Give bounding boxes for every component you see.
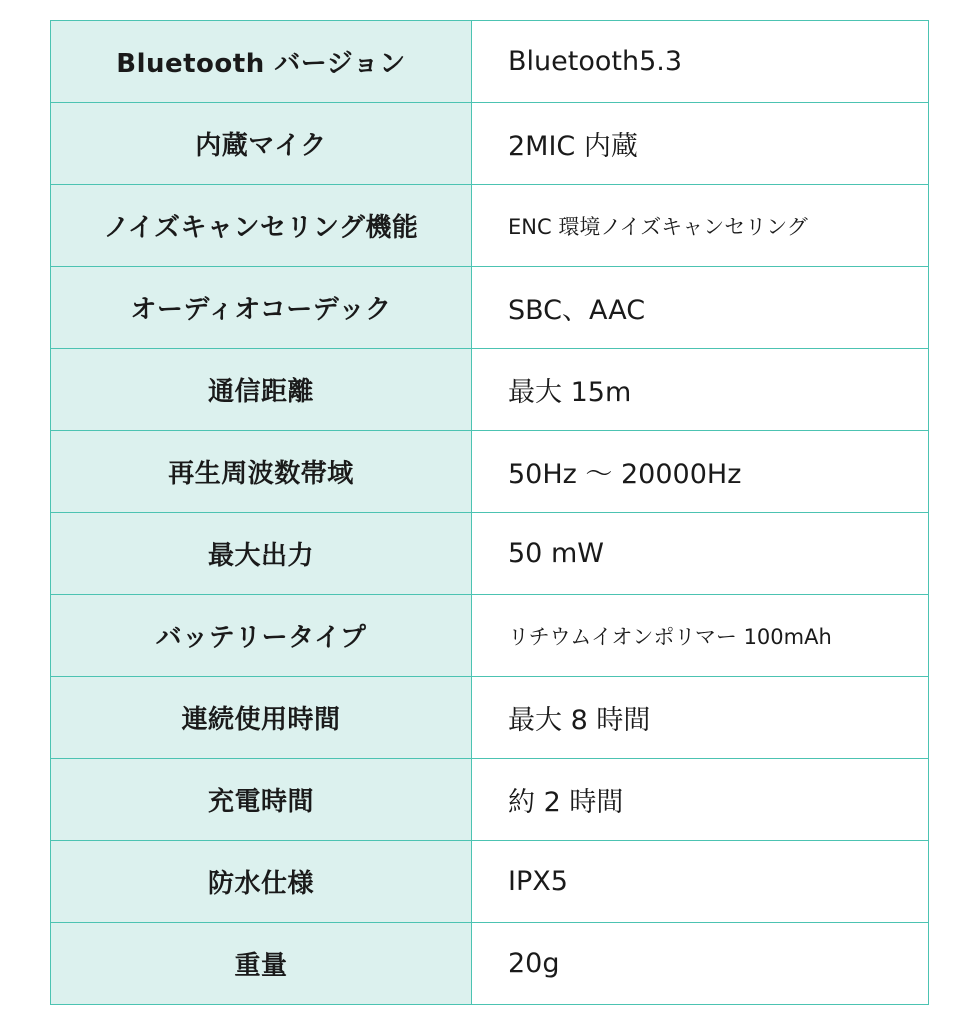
- spec-label-charge-time: 充電時間: [51, 759, 472, 841]
- table-row: [51, 185, 929, 267]
- spec-table: [50, 20, 929, 1005]
- table-row: [51, 677, 929, 759]
- table-row: [51, 595, 929, 677]
- spec-value-audio-codec: SBC、AAC: [472, 267, 929, 349]
- spec-value-noise-cancelling: ENC 環境ノイズキャンセリング: [472, 185, 929, 267]
- spec-value-bluetooth-version: Bluetooth5.3: [472, 21, 929, 103]
- table-row: [51, 759, 929, 841]
- spec-label-noise-cancelling: ノイズキャンセリング機能: [51, 185, 472, 267]
- table-row: [51, 267, 929, 349]
- spec-label-microphone: 内蔵マイク: [51, 103, 472, 185]
- spec-label-audio-codec: オーディオコーデック: [51, 267, 472, 349]
- spec-table-body: [51, 21, 929, 1005]
- spec-value-waterproof: IPX5: [472, 841, 929, 923]
- spec-label-playtime: 連続使用時間: [51, 677, 472, 759]
- spec-label-weight: 重量: [51, 923, 472, 1005]
- spec-value-battery-type: リチウムイオンポリマー 100mAh: [472, 595, 929, 677]
- spec-label-range: 通信距離: [51, 349, 472, 431]
- spec-value-charge-time: 約 2 時間: [472, 759, 929, 841]
- table-row: [51, 103, 929, 185]
- spec-label-max-output: 最大出力: [51, 513, 472, 595]
- spec-label-frequency-response: 再生周波数帯域: [51, 431, 472, 513]
- spec-value-weight: 20g: [472, 923, 929, 1005]
- table-row: [51, 841, 929, 923]
- spec-label-battery-type: バッテリータイプ: [51, 595, 472, 677]
- spec-value-microphone: 2MIC 内蔵: [472, 103, 929, 185]
- spec-value-frequency-response: 50Hz 〜 20000Hz: [472, 431, 929, 513]
- table-row: [51, 431, 929, 513]
- table-row: [51, 349, 929, 431]
- spec-value-range: 最大 15m: [472, 349, 929, 431]
- spec-value-max-output: 50 mW: [472, 513, 929, 595]
- spec-value-playtime: 最大 8 時間: [472, 677, 929, 759]
- table-row: [51, 21, 929, 103]
- spec-label-waterproof: 防水仕様: [51, 841, 472, 923]
- table-row: [51, 923, 929, 1005]
- table-row: [51, 513, 929, 595]
- spec-label-bluetooth-version: Bluetooth バージョン: [51, 21, 472, 103]
